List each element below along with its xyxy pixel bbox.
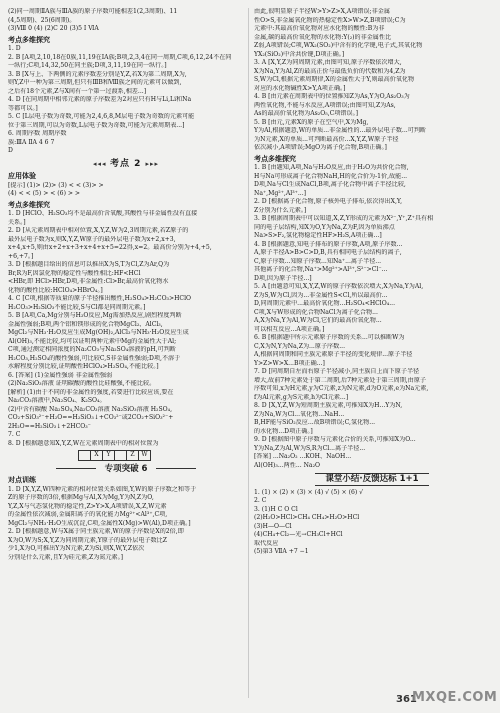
text-line: Al(OH)₃...两性... Na₂O — [254, 461, 321, 469]
text-line: 7. C — [8, 431, 21, 438]
text-line: (4) < < (5) > < (6) > > — [8, 190, 81, 197]
left-top-block — [8, 8, 244, 34]
text-line: 性O>S,非金属氧化物的热稳定性X>W>Z,B项错误;C为 — [254, 16, 406, 24]
column-divider — [248, 8, 249, 698]
text-line: Na⁺,Mg²⁺,Al³⁺...] — [254, 189, 307, 197]
text-line: C项,X与W形成的化合物NaCl为离子化合物... — [254, 308, 378, 316]
text-line: Na₂CO₃溶液中,Na₂SO₄、K₂SO₄。 — [8, 397, 106, 404]
text-line: Y为Al,根据题意,W的单质...非金属性的...最外层电子数...可判断 — [254, 127, 427, 134]
text-line: 2H₂O==H₂SiO₃↓+2HCO₃⁻ — [8, 422, 91, 430]
text-line: x+4,x+5,则由x+2+x+3+x+4+x+5=22得,x=2。最高价分别为+4,+5, — [8, 244, 212, 251]
right-section-4 — [254, 164, 490, 470]
section-title-4: 考点多维探究 — [254, 154, 296, 163]
text-line: 序数可知,x为H元素,y为C元素,z为N元素,d为O元素,e为Na元素, — [254, 385, 429, 392]
left-section-1 — [8, 45, 244, 156]
right-column — [254, 8, 490, 557]
text-line: 对应的水化物碱性X>Y,A项正确。] — [254, 84, 346, 92]
text-line: [答案] ...Na₂O₂ ...KOH、NaOH... — [254, 453, 352, 460]
section-title-2: 考点多维探究 — [8, 200, 50, 209]
text-line: H₂CO₃>H₂SiO₃不能比较,S与Cl都是同周期元素。] — [8, 303, 146, 311]
text-line: 2. D [从元素周期表中相对位置,X,Y,Z,W为2,3周期元素,若Z原子的 — [8, 227, 189, 234]
text-line: 金属性强弱;B项,两个铝和镁形成的化合物MgCl₂、AlCl₃, — [8, 320, 163, 328]
text-line: 1. B [由题知,A项,Na与H₂O反应,由于H₂O为共价化合物, — [254, 164, 409, 171]
text-line: 2. D [根据题意,W与X属于同主族元素,W的原子序数是X的2倍,即 — [8, 528, 184, 535]
text-line: 1. D — [8, 45, 21, 52]
periodic-cell: W — [139, 451, 151, 461]
text-line: <HBr,即 HCl>HBr,D项,非金属性:Cl>Br,最高价氧化物水 — [8, 278, 169, 285]
text-line: (5)第3 ⅦA +7 −1 — [254, 548, 309, 555]
periodic-cell — [79, 451, 91, 461]
text-line: Br,R为F,因氯化物的稳定性与酸性相比:HF<HCl — [8, 269, 141, 277]
kaodian2-heading — [8, 160, 244, 169]
text-line: 由此,很明显原子半径W>Y>Z>X,A项错误;非金属 — [254, 8, 390, 15]
text-line: +6,+7。] — [8, 252, 34, 260]
text-line: (4,5周期)、25(6周期)。 — [8, 16, 76, 24]
text-line: CO₂+SiO₃²⁻+H₂O==H₂SiO₃↓+CO₃²⁻或2CO₂+SiO₃²⁻+ — [8, 414, 174, 421]
text-line: 3. B [X与上、下两侧的元素序数差分别是Y,Z,若X为第二周期,X为, — [8, 70, 187, 78]
text-line: 化物的酸性比较:HClO₄>HBrO₄。] — [8, 286, 103, 294]
text-line: D,同周期元素中...最高价氧化物...H₂SO₄<HClO₄... — [254, 300, 396, 307]
text-line: 为N元素,X的单质...可判断最高价...X,Y,Z,W原子半径 — [254, 135, 399, 143]
text-line: 2. B [A项,2,10,18在0族,11,19在ⅠA族;B项,2,3,4在同一周期,C项,6,12,24不在同 — [8, 53, 232, 61]
text-line: Z弱,A项错误;C项,WX₂(SO₂)中含有的化学键,电子式,其氧化物 — [254, 42, 423, 49]
text-line: 5. C [L层电子数为奇数,可能为2,4,6,8,M层电子数为奇数的元素可能 — [8, 113, 195, 120]
text-line: C项,通过测定相同浓度的Na₂CO₃与Na₂SO₄溶液的pH,可判断 — [8, 346, 176, 353]
text-line: (3)Ⅷ 0 (4) (2)C 20 (3)5 Ⅰ ⅥA — [8, 25, 99, 32]
text-line: 5. A [由题意可知,X,Y,Z,W的原子序数依次增大,X为Na,Y为Al, — [254, 283, 424, 290]
text-line: 1. D [HClO、H₂SO₃均不是最高价含氧酸,其酸性与非金属性没有直接 — [8, 210, 198, 217]
text-line: S,W为Cl,根据元素周期律,X的金属性大于Y,则最高价氧化物 — [254, 76, 415, 83]
zhuanti-heading — [8, 465, 244, 474]
text-line: As的最高价氧化物为As₂O₅,C项错误。] — [254, 110, 358, 117]
text-line: f为Al元素,g为S元素,h为Cl元素...] — [254, 393, 349, 401]
text-line: A,X为Na,Y为Al,W为Cl,它们的最高价氧化物... — [254, 317, 382, 324]
text-line: H₂CO₃,H₂SO₄的酸性强弱,可比较C,S非金属性强弱;D项,不溶于 — [8, 354, 181, 362]
text-line: (4)CH₄+Cl₂—光→CH₃Cl+HCl — [254, 531, 343, 538]
text-line: C,原子序数...知原子序数...知Na⁺...离子半径... — [254, 257, 382, 265]
text-line: Z为Na,W为Cl...氧化物...NaH... — [254, 410, 345, 418]
text-line: 5. B [A项,Ca,Mg分别与H₂O反应,Mg需加热反应,剧烈程度判断 — [8, 312, 182, 319]
text-line: (3)H—O—Cl — [254, 522, 292, 530]
text-line: 9. D [根据图中原子序数与元素化合价的关系,可推知X为O... — [254, 436, 416, 443]
section-title-1: 考点多维探究 — [8, 35, 50, 44]
text-line: 同的电子层结构,知X为O,Y为Na,Z为F,因为单质沸点 — [254, 223, 395, 231]
text-line: Z的原子序数的3倍,根据Mg与Al,X为Mg,Y为N,Z为O, — [8, 494, 154, 501]
heading-deco-right: ▸▸▸ — [145, 159, 160, 168]
text-line: 水解程度分别比较,证明酸性HClO₄>H₂SO₄,不能比较。] — [8, 363, 159, 370]
text-line: B,HF能与SiO₂反应...故B项错误;C,氢化物... — [254, 419, 376, 426]
text-line: 4. D [在同周期中相邻元素的原子序数差为2对应只有H与Li,Li和Na — [8, 96, 192, 103]
text-line: X为Na,Y为Al,Z的最高正价与最低负价的代数和为4,Z为 — [254, 67, 406, 75]
text-line: 6. [答案] (1)金属性强弱 非金属性强弱 — [8, 371, 113, 379]
text-line: 两性氧化物,不能与水反应,A项错误;由图可知,Z为As, — [254, 101, 396, 109]
left-tishi-block — [8, 182, 244, 199]
text-line: 之后有18个元素,Z与X间有一个第一过渡系,相差...] — [8, 87, 147, 95]
text-line: 2. C — [254, 497, 267, 504]
text-line: 3. A [X,Y,Z为同周期元素,由图可知,原子序数依次增大, — [254, 59, 402, 66]
text-line: 位于第三周期,可以为奇数,L层电子数为奇数,可能为元素周期表...] — [8, 121, 185, 129]
periodic-cell: Z — [127, 451, 139, 461]
text-line: 可以相互反应...A项正确。] — [254, 325, 325, 333]
periodic-cell: Y — [103, 451, 115, 461]
periodic-cell: X — [91, 451, 103, 461]
text-line: 最外层电子数为x,则X,Y,Z,W原子的最外层电子数为x+2,x+3, — [8, 235, 176, 243]
text-line: 的金属性依次减弱,金属阳离子的氧化能力Mg²⁺<Al³⁺,C项, — [8, 511, 168, 518]
text-line: 取代反应 — [254, 539, 279, 547]
ketang-title: 课堂小结·反馈达标 1+1 — [315, 473, 428, 486]
text-line: 6. B [根据题中所示元素原子序数的关系...可以推断W为 — [254, 334, 405, 341]
text-line: 5. B [由元,元素X的原子在空气中,X为Mg, — [254, 118, 369, 126]
text-line: 等都可以。] — [8, 104, 38, 112]
kaodian2-title: 考点 2 — [109, 158, 142, 169]
text-line: 8. D [根据题意知X,Y,Z,W在元素周期表中的相对位置为 — [8, 439, 159, 447]
text-line: Al(OH)₃,不能比较,均可以证明两种元素中Mg的金属性大于Al; — [8, 337, 177, 345]
text-line: H与Na可形成离子化合物NaH,H的化合价为-1价,故能... — [254, 172, 408, 180]
text-line: Y为Na,Z为Al,W为S,R为Cl...离子半径... — [254, 444, 366, 452]
periodic-cell — [115, 451, 127, 461]
text-line: Z分别为什么元素。] — [254, 206, 307, 214]
text-line: 一纵行;C项,14,32,50在同主族;D项,3,11,19在同一纵行。] — [8, 62, 167, 69]
left-section-3 — [8, 486, 244, 563]
text-line: 则Y,Z中一种为第三周期,但只有ⅢB和Ⅷ族之间的元素可以做到, — [8, 79, 182, 86]
right-top-block — [254, 8, 490, 153]
periodic-position-table — [78, 450, 151, 461]
left-column — [8, 8, 244, 562]
text-line: 金属,碳的最高价氧化物的水化物:Y(₂)的非金属性比 — [254, 33, 392, 41]
text-line: 2. D [根据离子化合物,原子核外电子排布,依次得出X,Y, — [254, 198, 403, 205]
text-line: YX₂(SiO₂)中含共价键,D项正确。] — [254, 50, 345, 58]
text-line: (2)Na₂SiO₃溶液 证明碳酸的酸性比硅酸强,不能比较。 — [8, 380, 156, 387]
ketang-heading — [254, 473, 490, 486]
text-line: Y,Z,X与气态氢化物的稳定性,Z>Y>X,A项错误,X,Z,W元素 — [8, 502, 167, 510]
page-number: 361 — [396, 694, 417, 705]
text-line: 4. C [C项,根据等质量的原子半径推出酸性,H₂SO₄>H₂CO₃>HClO — [8, 295, 192, 302]
watermark-logo: MXQE.COM — [412, 690, 498, 705]
text-line: [解析] (1)由于不同的非金属性的强度,若要进行比较应该,要在 — [8, 388, 174, 396]
text-line: C,X为N,Y为Na,Z为...原子序数... — [254, 342, 346, 350]
text-line: 8. D [X,Y,Z,W为短周期主族元素,可推知X为H...Y为N, — [254, 402, 403, 409]
text-line: 1. D [X,Y,Z,W四种元素的相对位置关系如图,Y,W的原子序数之和等于 — [8, 485, 197, 493]
left-section-2 — [8, 210, 244, 448]
text-line: Y>Z>W>X...B项正确...] — [254, 359, 325, 367]
text-line: 3. B [根据周期表中可以知道,X,Z,Y形成的元素为X²⁻,Y⁺,Z⁺具有相 — [254, 215, 434, 222]
text-line: D项,因为原子半径...] — [254, 274, 312, 282]
text-line: A,根据同周期和同主族元素原子半径的变化规律...原子半径 — [254, 351, 413, 358]
text-line: A,原子半径A>B>C>D,B,具有相同电子层结构的离子, — [254, 249, 402, 256]
zhuanti-title: 专项突破 6 — [104, 463, 148, 474]
text-line: (2)同一周期ⅡA族与ⅢA族的原子序数可能相差1(2,3周期)、11 — [8, 8, 178, 15]
text-line: 关系。] — [8, 218, 26, 226]
text-line: 族:ⅢA ⅡA 4 6 7 — [8, 138, 55, 146]
right-section-5 — [254, 489, 490, 557]
text-line: (2)中含有碳酸 Na₂SO₄,Na₂CO₃溶液 Na₂SiO₃溶液 H₂SO₄, — [8, 405, 173, 413]
heading-rule-left — [56, 468, 96, 469]
text-line: 7. D [同周期自左而右原子半径减小,同主族自上而下原子半径 — [254, 368, 420, 375]
text-line: (2)H₂O>HCl>CH₄ CH₄>H₂O>HCl — [254, 514, 360, 521]
section-title-duidian: 对点训练 — [8, 476, 36, 484]
section-title-yingyong: 应用体验 — [8, 172, 36, 180]
text-line: 1. (1) × (2) × (3) × (4) √ (5) × (6) √ — [254, 488, 364, 496]
text-line: 4. B [根据题意,知电子排布的原子序数,A项,原子序数... — [254, 240, 403, 248]
text-line: 其他离子的化合物,Na⁺>Mg²⁺>Al³⁺,S²⁻>Cl⁻... — [254, 266, 388, 273]
text-line: Na>S>F₂,氢化物稳定性HF>H₂S,A项正确...] — [254, 232, 382, 239]
text-line: 的水化物...D项正确。] — [254, 427, 313, 435]
text-line: D — [8, 147, 13, 154]
heading-rule-right — [156, 468, 196, 469]
text-line: MgCl₂与NH₃·H₂O生成沉淀,C项,金属性X(Mg)>W(Al),D项正确。] — [8, 519, 191, 527]
text-line: 6. 周期序数 周期序数 — [8, 130, 67, 137]
text-line: 少1,X为O,可推出Y为N元素,Z为Si,则X,W,Y,Z依次 — [8, 545, 145, 552]
text-line: MgCl₂与NH₃·H₂O反应生成Mg(OH)₂,AlCl₃与NH₃·H₂O反应生成 — [8, 329, 189, 336]
text-line: D项,Na与Cl生成NaCl,B项,离子化合物中离子半径比较, — [254, 181, 406, 188]
heading-deco-left: ◂◂◂ — [92, 159, 110, 168]
text-line: Z为S,W为Cl,因为...非金属性S<Cl,所以最高价... — [254, 291, 388, 299]
text-line: 3. D [根据题目给出的信息可以推出X为S,T为Cl,Z为Ar,Q为 — [8, 261, 170, 268]
text-line: 4. B [由元素在周期表中的位置推知Z为As,Y为O,As₂O₃为 — [254, 93, 410, 100]
text-line: [提示] (1)> (2)> (3) < < (3)> > — [8, 181, 104, 189]
text-line: X为O,W为S;X,Y,Z为同周期元素,Y原子的最外层电子数比Z — [8, 536, 167, 544]
text-line: 增大,故前7种元素处于第二周期,后7种元素处于第三周期,由原子 — [254, 376, 427, 384]
text-line: 3. (1)H C O Cl — [254, 505, 298, 513]
text-line: 元素中:其最高价氧化物对应水化物的酸性:B为非 — [254, 25, 385, 32]
text-line: 依次减小,A项错误;MgO为离子化合物,B项正确。] — [254, 144, 387, 151]
text-line: 分别是什么元素,且Y为硅元素,Z为氮元素。] — [8, 553, 124, 561]
